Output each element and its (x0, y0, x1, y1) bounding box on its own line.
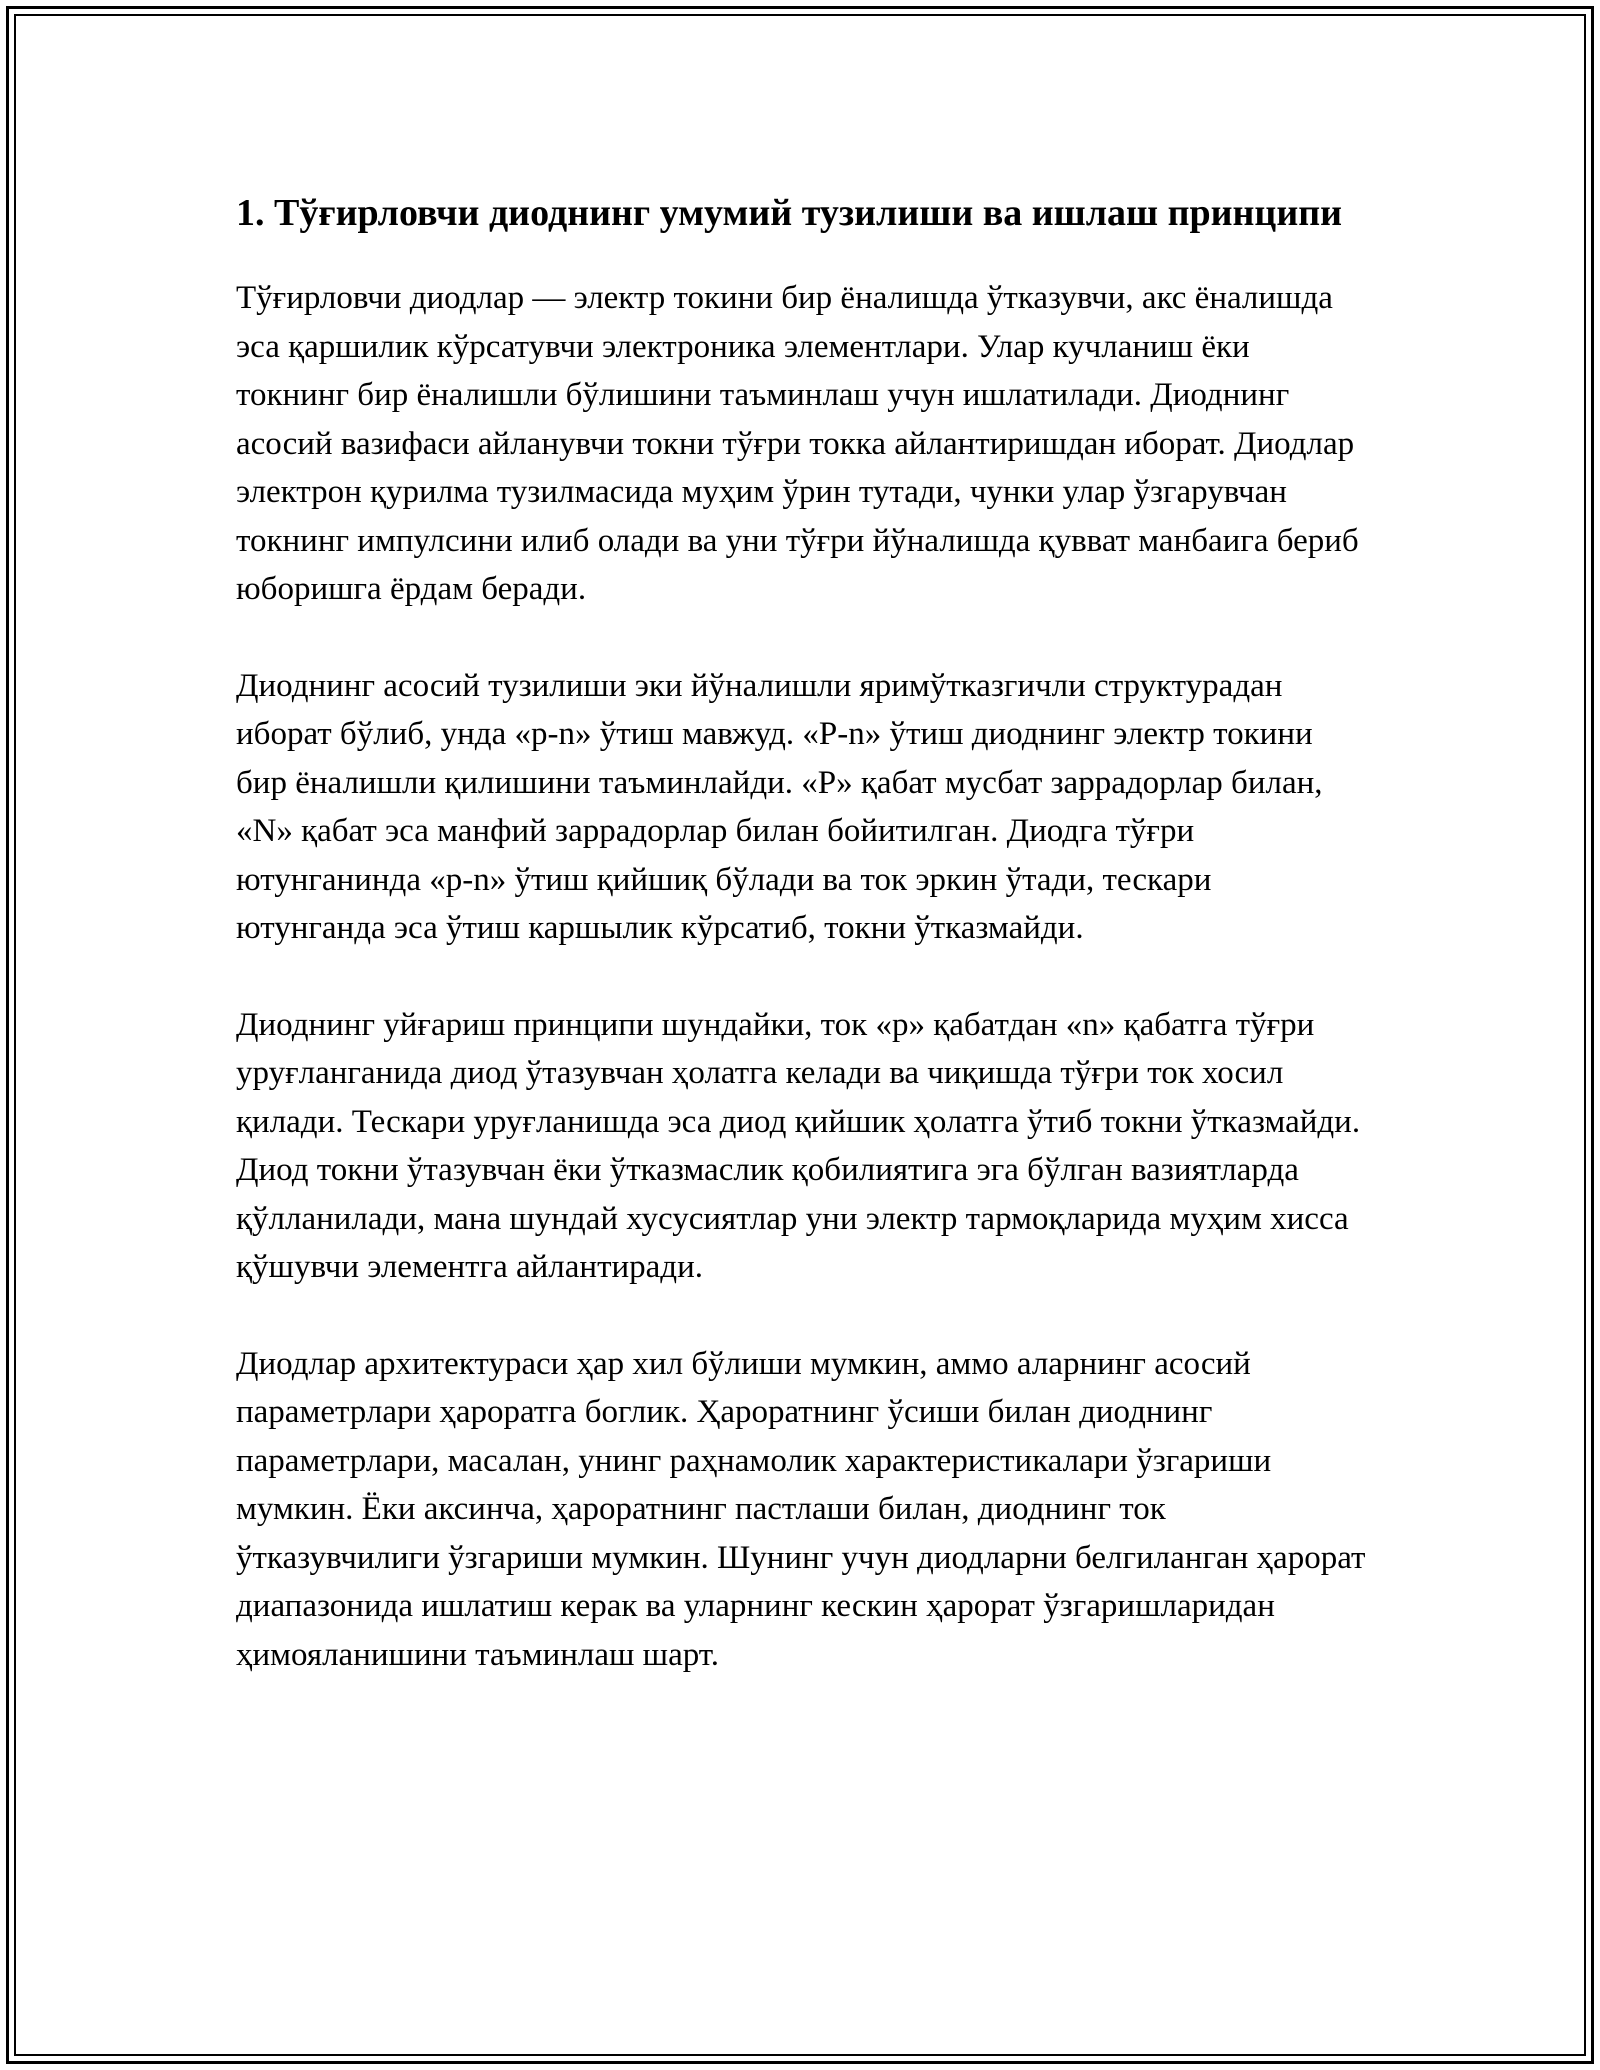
paragraph-3: Диоднинг уйғариш принципи шундайки, ток «p» қабатдан «n» қабатга тўғри уруғланганида диод ўтазувчан ҳолатга келади ва чиқишда тўғри ток хосил қилади. Тескари уруғланишда эса диод қийшик ҳолатга ўтиб токни ўтказмайди. Диод токни ўтазувчан ёки ўтказмаслик қобилиятига эга бўлган вазиятларда қўлланилади, мана шундай хусусиятлар уни электр тармоқларида муҳим хисса қўшувчи элементга айлантиради. (236, 1006, 1361, 1285)
paragraph-1: Тўғирловчи диодлар — электр токини бир ёналишда ўтказувчи, акс ёналишда эса қаршилик кўрсатувчи электроника элементлари. Улар кучланиш ёки токнинг бир ёналишли бўлишини таъминлаш учун ишлатилади. Диоднинг асосий вазифаси айланувчи токни тўғри токка айлантиришдан иборат. Диодлар электрон қурилма тузилмасида муҳим ўрин тутади, чунки улар ўзгарувчан токнинг импулсини илиб олади ва уни тўғри йўналишда қувват манбаига бериб юборишга ёрдам беради. (236, 280, 1359, 607)
paragraph-4: Диодлар архитектураси ҳар хил бўлиши мумкин, аммо аларнинг асосий параметрлари ҳароратга боглик. Ҳароратнинг ўсиши билан диоднинг параметрлари, масалан, унинг раҳнамолик характеристикалари ўзгариши мумкин. Ёки аксинча, ҳароратнинг пастлаши билан, диоднинг ток ўтказувчилиги ўзгариши мумкин. Шунинг учун диодларни белгиланган ҳарорат диапазонида ишлатиш керак ва уларнинг кескин ҳарорат ўзгаришларидан ҳимояланишини таъминлаш шарт. (236, 1345, 1366, 1673)
section-heading: 1. Тўғирловчи диоднинг умумий тузилиши ва ишлаш принципи (236, 192, 1343, 234)
paragraph-2: Диоднинг асосий тузилиши эки йўналишли яримўтказгичли структурадан иборат бўлиб, унда «p-n» ўтиш мавжуд. «P-n» ўтиш диоднинг электр токини бир ёналишли қилишини таъминлайди. «P» қабат мусбат заррадорлар билан, «N» қабат эса манфий заррадорлар билан бойитилган. Диодга тўғри ютунганинда «p-n» ўтиш қийшиқ бўлади ва ток эркин ўтади, тескари ютунганда эса ўтиш каршылик кўрсатиб, токни ўтказмайди. (236, 667, 1323, 946)
document-body (236, 186, 1366, 1727)
